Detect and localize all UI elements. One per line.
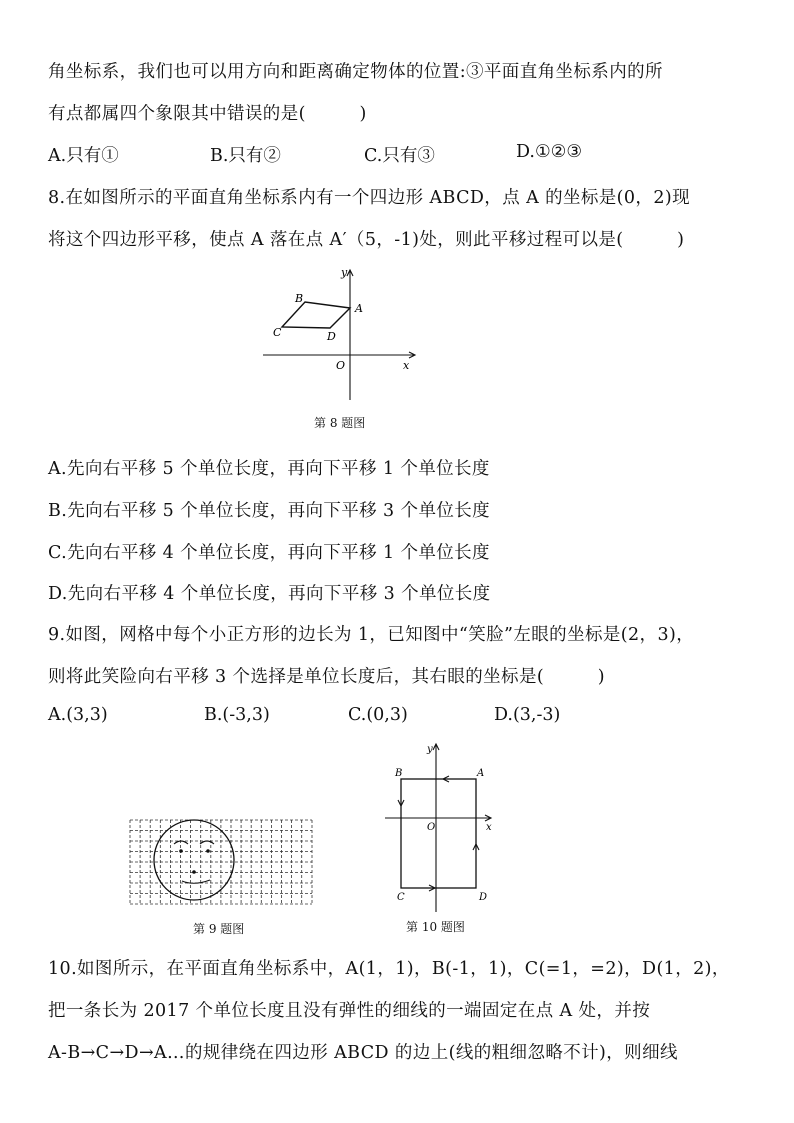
q7-line-1: 角坐标系，我们也可以用方向和距离确定物体的位置:③平面直角坐标系内的所 <box>48 62 663 82</box>
q9-right-eye <box>206 849 210 853</box>
q8-option-c: C.先向右平移 4 个单位长度，再向下平移 1 个单位长度 <box>48 543 490 563</box>
q8-option-b: B.先向右平移 5 个单位长度，再向下平移 3 个单位长度 <box>48 501 491 521</box>
q8-option-d: D.先向右平移 4 个单位长度，再向下平移 3 个单位长度 <box>48 584 491 604</box>
q9-smiley-face <box>154 820 234 900</box>
q9-grid <box>130 820 312 904</box>
q9-figure-caption: 第 9 题图 <box>193 922 245 936</box>
q8-label-d: D <box>327 330 336 343</box>
q9-option-b: B.(-3,3) <box>204 705 270 725</box>
q7-option-c: C.只有③ <box>364 146 435 166</box>
q10-label-c: C <box>397 892 405 903</box>
q10-label-o: O <box>427 822 436 833</box>
q7-option-d: D.①②③ <box>516 142 583 162</box>
q9-line-2: 则将此笑险向右平移 3 个选择是单位长度后，其右眼的坐标是( ) <box>48 667 606 687</box>
q8-label-b: B <box>295 292 304 305</box>
q9-figure <box>128 818 314 906</box>
q9-line-1: 9.如图，网格中每个小正方形的边长为 1，已知图中“笑脸”左眼的坐标是(2，3)， <box>48 625 695 645</box>
q10-label-x: x <box>486 822 492 833</box>
q9-option-d: D.(3,-3) <box>494 705 561 725</box>
q9-nose <box>192 870 196 874</box>
q7-line-2: 有点都属四个象限其中错误的是( ) <box>48 104 367 124</box>
q10-figure <box>383 738 503 916</box>
q9-option-a: A.(3,3) <box>48 705 108 725</box>
q7-option-a: A.只有① <box>48 146 119 166</box>
q8-figure-caption: 第 8 题图 <box>314 416 366 430</box>
q8-label-y: y <box>341 266 348 279</box>
q10-line-3: A-B→C→D→A…的规律绕在四边形 ABCD 的边上(线的粗细忽略不计)，则细线 <box>48 1043 678 1063</box>
q10-label-d: D <box>479 892 488 903</box>
q8-label-o: O <box>336 359 346 372</box>
q10-line-1: 10.如图所示，在平面直角坐标系中，A(1，1)，B(-1，1)，C(=1，=2)，D(1，2)， <box>48 959 730 979</box>
q8-label-c: C <box>273 326 282 339</box>
q10-line-2: 把一条长为 2017 个单位长度且没有弹性的细线的一端固定在点 A 处，并按 <box>48 1001 651 1021</box>
q8-figure <box>255 262 435 412</box>
q10-rectangle-abcd <box>401 779 476 888</box>
q10-label-b: B <box>395 768 403 779</box>
q9-option-c: C.(0,3) <box>348 705 408 725</box>
q9-left-eye <box>179 849 183 853</box>
q8-label-x: x <box>403 359 410 372</box>
q10-label-a: A <box>477 768 485 779</box>
q8-quadrilateral-abcd <box>282 302 350 328</box>
q9-right-eyebrow <box>200 841 214 844</box>
q10-label-y: y <box>427 744 433 755</box>
q10-figure-caption: 第 10 题图 <box>406 920 465 934</box>
q8-line-1: 8.在如图所示的平面直角坐标系内有一个四边形 ABCD，点 A 的坐标是(0，2)现 <box>48 188 690 208</box>
q8-label-a: A <box>355 302 363 315</box>
q8-line-2: 将这个四边形平移，使点 A 落在点 A′（5，-1)处，则此平移过程可以是( ) <box>48 230 685 250</box>
q7-option-b: B.只有② <box>210 146 281 166</box>
q9-left-eyebrow <box>174 841 188 844</box>
q8-option-a: A.先向右平移 5 个单位长度，再向下平移 1 个单位长度 <box>48 459 490 479</box>
